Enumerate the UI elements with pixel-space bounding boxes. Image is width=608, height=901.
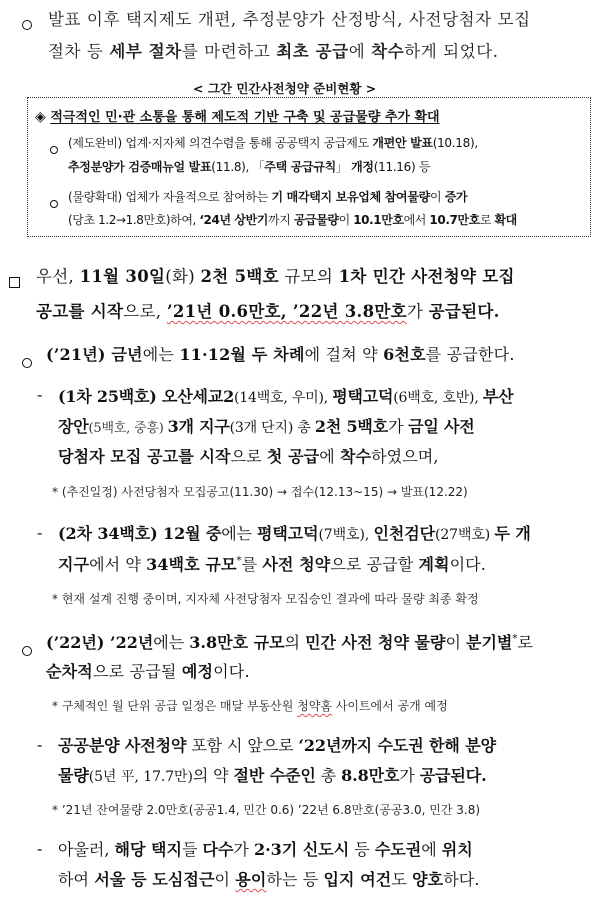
y21-note-schedule: * (추진일정) 사전당첨자 모집공고(11.30) → 접수(12.13~15) → 발표(12.22) [52,485,468,499]
square-bullet-icon [9,272,20,291]
y22-detail1-line-1: 공공분양 사전청약 포함 시 앞으로 ‘22년까지 수도권 한해 분양 [58,736,496,755]
y21-detail2-line-2: 지구에서 약 34백호 규모*를 사전 청약으로 공급할 계획이다. [58,555,486,574]
y22-detail2-line-1: 아울러, 해당 택지들 다수가 2·3기 신도시 등 수도권에 위치 [58,840,473,859]
y22-note-remaining: * ’21년 잔여물량 2.0만호(공공1.4, 민간 0.6) ’22년 6.8만호(공공3.0, 민간 3.8) [52,803,481,817]
box-header: ◈ 적극적인 민·관 소통을 통해 제도적 기반 구축 및 공급물량 추가 확대 [35,109,440,125]
status-box [27,97,591,237]
box-bullet-2-line-1: (물량확대) 업체가 자율적으로 참여하는 기 매각택지 보유업체 참여물량이 증가 [68,190,468,204]
dash-bullet: - [37,523,43,542]
circle-bullet-icon [22,640,32,659]
dash-bullet: - [37,735,43,754]
main-line-2: 공고를 시작으로, ’21년 0.6만호, ’22년 3.8만호가 공급된다. [36,302,500,321]
box-bullet-1-line-1: (제도완비) 업계·지자체 의견수렴을 통해 공공택지 공급제도 개편안 발표(10.18), [68,136,478,150]
box-bullet-2-line-2: (당초 1.2→1.8만호)하여, ‘24년 상반기까지 공급물량이 10.1만호에서 10.7만호로 확대 [68,213,517,227]
y21-note-design: * 현재 설계 진행 중이며, 지자체 사전당첨자 모집승인 결과에 따라 물량 최종 확정 [52,592,479,606]
y21-detail1-line-1: (1차 25백호) 오산세교2(14백호, 우미), 평택고덕(6백호, 호반), 부산 [58,387,514,406]
circle-bullet-icon [22,352,32,371]
circle-bullet-icon [22,14,32,33]
y21-detail1-line-3: 당첨자 모집 공고를 시작으로 첫 공급에 착수하였으며, [58,447,439,466]
y21-detail1-line-2: 장안(5백호, 중흥) 3개 지구(3개 단지) 총 2천 5백호가 금일 사전 [58,417,475,436]
y21-line-1: (’21년) 금년에는 11·12월 두 차례에 걸쳐 약 6천호를 공급한다. [46,345,515,364]
y22-detail2-line-2: 하여 서울 등 도심접근이 용이하는 등 입지 여건도 양호하다. [58,870,480,889]
diamond-icon: ◈ [35,109,46,125]
y22-line-1: (’22년) ’22년에는 3.8만호 규모의 민간 사전 청약 물량이 분기별*로 [46,633,533,652]
y22-note-schedule: * 구체적인 월 단위 공급 일정은 매달 부동산원 청약홈 사이트에서 공개 예정 [52,699,448,713]
y21-detail2-line-1: (2차 34백호) 12월 중에는 평택고덕(7백호), 인천검단(27백호) 두 개 [58,524,531,543]
box-bullet-1-line-2: 추정분양가 검증매뉴얼 발표(11.8), 「주택 공급규칙」 개정(11.16) 등 [68,160,431,174]
main-line-1: 우선, 11월 30일(화) 2천 5백호 규모의 1차 민간 사전청약 모집 [36,267,515,286]
circle-bullet-icon [50,193,58,212]
dash-bullet: - [37,839,43,858]
circle-bullet-icon [50,139,58,158]
dash-bullet: - [37,385,43,404]
y22-detail1-line-2: 물량(5년 平, 17.7만)의 약 절반 수준인 총 8.8만호가 공급된다. [58,766,487,785]
box-title: < 그간 민간사전청약 준비현황 > [193,81,377,96]
y22-line-2: 순차적으로 공급될 예정이다. [46,662,250,681]
intro-line-1: 발표 이후 택지제도 개편, 추정분양가 산정방식, 사전당첨자 모집 [48,10,531,29]
intro-line-2: 절차 등 세부 절차를 마련하고 최초 공급에 착수하게 되었다. [48,42,499,61]
